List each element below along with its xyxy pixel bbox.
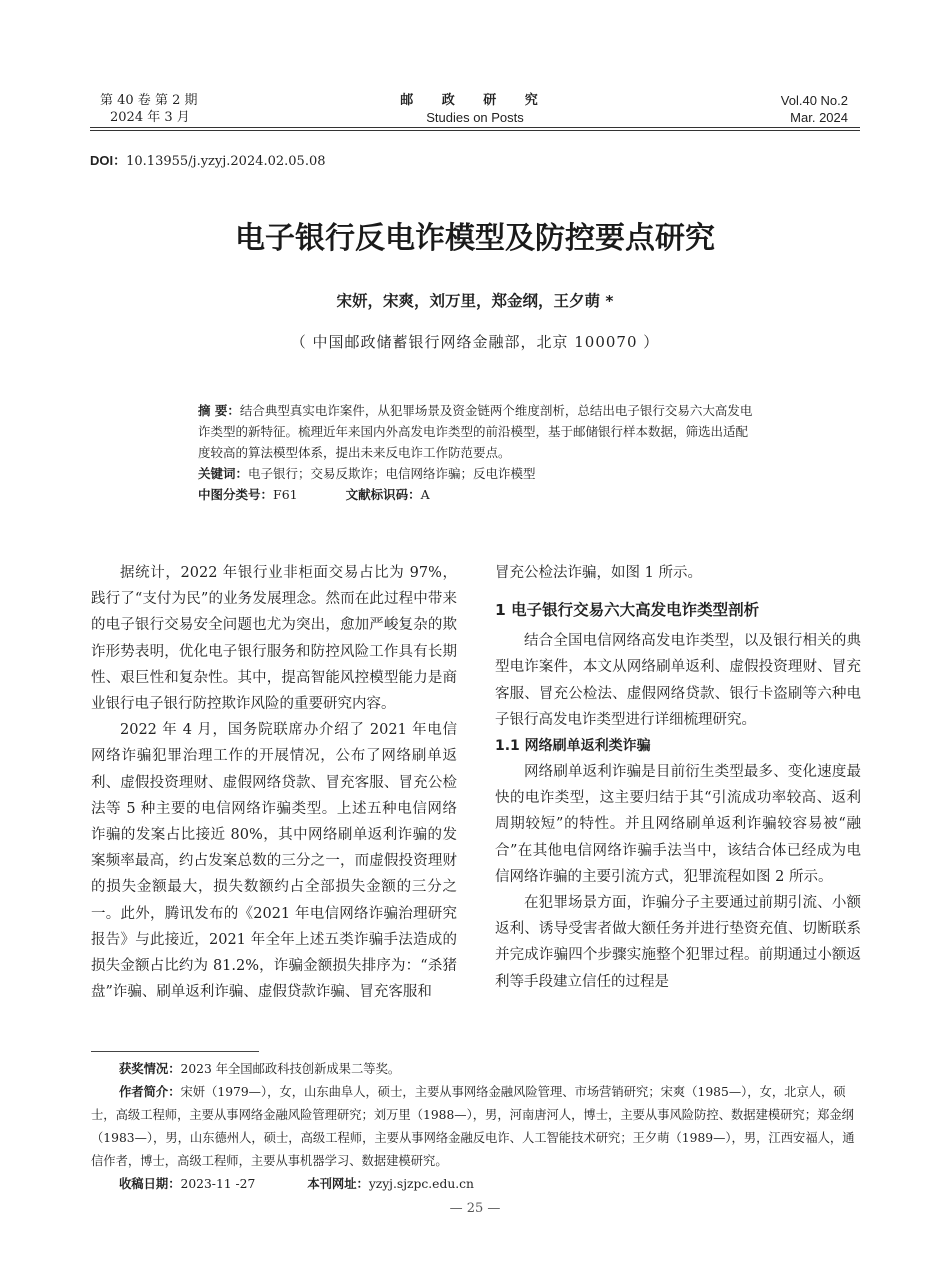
award-text: 2023 年全国邮政科技创新成果二等奖。 — [180, 1062, 401, 1076]
section-heading: 1 电子银行交易六大高发电诈类型剖析 — [495, 601, 760, 620]
site-label: 本刊网址： — [307, 1177, 369, 1191]
body-paragraph-continued: 冒充公检法诈骗，如图 1 所示。 — [495, 565, 702, 581]
received-date: 2023-11 -27 — [180, 1177, 256, 1191]
header-volume: 第 40 卷 第 2 期 — [100, 93, 198, 108]
right-column — [495, 560, 861, 995]
keywords-text: 电子银行；交易反欺诈；电信网络诈骗；反电诈模型 — [248, 466, 536, 481]
left-column — [91, 560, 457, 1005]
header-rule-thin — [90, 130, 860, 131]
page-number: — 25 — — [449, 1201, 501, 1216]
author-list: 宋妍，宋爽，刘万里，郑金纲，王夕萌 * — [336, 292, 614, 310]
running-header — [90, 92, 860, 128]
affiliation: （ 中国邮政储蓄银行网络金融部，北京 100070 ） — [290, 333, 660, 351]
header-date-en: Mar. 2024 — [790, 110, 848, 125]
keywords-label: 关键词： — [198, 466, 249, 481]
abstract-paragraph — [198, 400, 758, 463]
abstract-label: 摘 要： — [198, 403, 240, 418]
abstract-block — [198, 400, 758, 505]
body-paragraph: 结合全国电信网络高发电诈类型，以及银行相关的典型电诈案件，本文从网络刷单返利、虚假投资理财、冒充客服、冒充公检法、虚假网络贷款、银行卡盗刷等六种电子银行高发电诈类型进行详细梳理研究。 — [495, 633, 861, 728]
header-right — [781, 92, 848, 126]
author-bio-note — [91, 1081, 861, 1173]
body-paragraph: 在犯罪场景方面，诈骗分子主要通过前期引流、小额返利、诱导受害者做大额任务并进行垫资充值、切断联系并完成诈骗四个步骤实施整个犯罪过程。前期通过小额返利等手段建立信任的过程是 — [495, 895, 861, 990]
body-paragraph: 据统计，2022 年银行业非柜面交易占比为 97%，践行了“支付为民”的业务发展理念。然而在此过程中带来的电子银行交易安全问题也尤为突出，愈加严峻复杂的欺诈形势表明，优化电子银行服务和防控风险工作具有长期性、艰巨性和复杂性。其中，提高智能风控模型能力是商业银行电子银行防控欺诈风险的重要研究内容。 — [91, 565, 457, 713]
body-paragraph: 2022 年 4 月，国务院联席办介绍了 2021 年电信网络诈骗犯罪治理工作的开展情况，公布了网络刷单返利、虚假投资理财、虚假网络贷款、冒充客服、冒充公检法等 5 种主要的电信网络诈骗类型。上述五种电信网络诈骗的发案占比接近 80%，其中网络刷单返利诈骗的发案频率最高，约占发案总数的三分之一，而虚假投资理财的损失金额最大，损失数额约占全部损失金额的三分之一。此外，腾讯发布的《2021 年电信网络诈骗治理研究报告》与此接近，2021 年全年上述五类诈骗手法造成的损失金额占比约为 81.2%，诈骗金额损失排序为：“杀猪盘”诈骗、刷单返利诈骗、虚假贷款诈骗、冒充客服和 — [91, 722, 457, 1001]
site-url: yzyj.sjzpc.edu.cn — [368, 1177, 474, 1191]
doi-line — [90, 150, 326, 169]
award-note — [91, 1058, 861, 1081]
abstract-text: 结合典型真实电诈案件，从犯罪场景及资金链两个维度剖析，总结出电子银行交易六大高发电诈类型的新特征。梳理近年来国内外高发电诈类型的前沿模型，基于邮储银行样本数据，筛选出适配度较高的算法模型体系，提出未来反电诈工作防范要点。 — [198, 403, 753, 460]
clc-value: F61 — [273, 487, 298, 502]
doccode-label: 文献标识码： — [345, 487, 421, 502]
journal-name-en: Studies on Posts — [426, 110, 524, 125]
header-vol-en: Vol.40 No.2 — [780, 93, 848, 108]
bio-text: 宋妍（1979—），女，山东曲阜人，硕士，主要从事网络金融风险管理、市场营销研究；宋爽（1985—），女，北京人，硕士，高级工程师，主要从事网络金融风险管理研究；刘万里（1988—），男，河南唐河人，博士，主要从事风险防控、数据建模研究；郑金纲（1983—），男，山东德州人，硕士，高级工程师，主要从事网络金融反电诈、人工智能技术研究；王夕萌（1989—），男，江西安福人，通信作者，博士，高级工程师，主要从事机器学习、数据建模研究。 — [91, 1085, 855, 1168]
header-center — [90, 92, 860, 126]
received-label: 收稿日期： — [119, 1177, 181, 1191]
doi-label: DOI： — [90, 153, 127, 168]
award-label: 获奖情况： — [119, 1062, 181, 1076]
doccode-value: A — [420, 487, 430, 502]
clc-label: 中图分类号： — [198, 487, 274, 502]
doi-value: 10.13955/j.yzyj.2024.02.05.08 — [126, 154, 326, 169]
keywords-line — [198, 463, 758, 484]
classification-line — [198, 484, 758, 505]
subsection-heading: 1.1 网络刷单返利类诈骗 — [495, 738, 651, 755]
body-paragraph: 网络刷单返利诈骗是目前衍生类型最多、变化速度最快的电诈类型，这主要归结于其“引流成功率较高、返利周期较短”的特性。并且网络刷单返利诈骗较容易被“融合”在其他电信网络诈骗手法当中，该结合体已经成为电信网络诈骗的主要引流方式，犯罪流程如图 2 所示。 — [495, 764, 861, 885]
paper-title: 电子银行反电诈模型及防控要点研究 — [235, 221, 715, 256]
footnotes — [91, 1058, 861, 1196]
journal-name-cn: 邮 政 研 究 — [400, 93, 550, 108]
header-rule-thick — [90, 127, 860, 128]
header-date: 2024 年 3 月 — [110, 110, 190, 125]
received-note — [91, 1173, 861, 1196]
bio-label: 作者简介： — [119, 1085, 181, 1099]
footnote-rule — [91, 1051, 259, 1052]
